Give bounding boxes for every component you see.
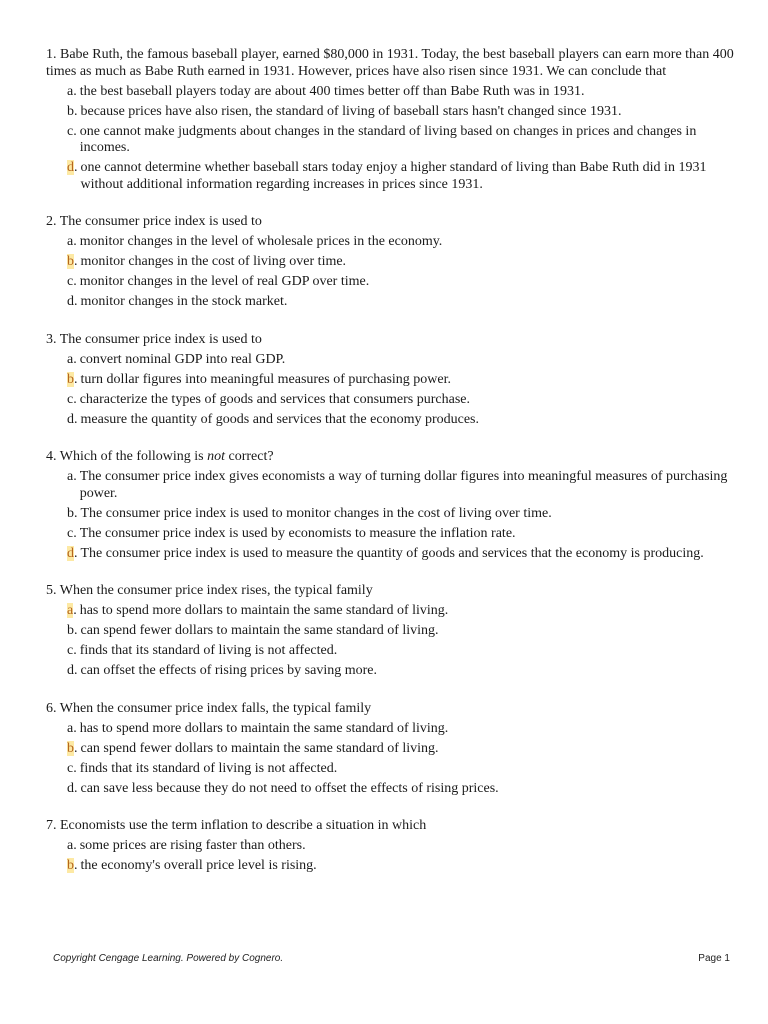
option — [67, 274, 736, 291]
question-stem: 6. When the consumer price index falls, the typical family — [46, 700, 372, 716]
option — [67, 838, 736, 855]
option — [67, 506, 736, 523]
option-letter-text: a — [67, 351, 74, 367]
answer-letter-highlight: b — [67, 371, 74, 387]
option — [67, 84, 736, 101]
option-letter: b. — [67, 740, 78, 756]
option — [67, 526, 736, 543]
option-text: convert nominal GDP into real GDP. — [79, 351, 286, 367]
option — [67, 721, 736, 738]
option-letter: c. — [67, 643, 77, 658]
option — [67, 234, 736, 251]
question-stem: 7. Economists use the term inflation to describe a situation in which — [46, 818, 427, 833]
question — [46, 332, 736, 429]
option-letter-text: d — [67, 780, 74, 796]
option-list — [67, 352, 736, 429]
stem-text: correct? — [225, 449, 274, 464]
question-list — [46, 47, 736, 896]
option-letter-text: c — [67, 760, 74, 776]
answer-option — [67, 858, 736, 875]
option-text: turn dollar figures into meaningful measures of purchasing power. — [80, 371, 452, 387]
question-stem: 5. When the consumer price index rises, the typical family — [46, 583, 373, 598]
answer-letter-highlight: b — [67, 858, 74, 873]
option — [67, 761, 736, 778]
question — [46, 583, 736, 680]
option-text: monitor changes in the level of wholesale prices in the economy. — [79, 234, 443, 249]
option-letter: a. — [67, 83, 77, 99]
answer-letter-highlight: d — [67, 545, 74, 561]
question-stem: 2. The consumer price index is used to — [46, 214, 262, 229]
option-letter: d. — [67, 294, 78, 309]
option-text: measure the quantity of goods and services that the economy produces. — [80, 411, 479, 427]
option-letter-text: c — [67, 391, 74, 407]
answer-option — [67, 160, 736, 193]
answer-option — [67, 372, 736, 389]
copyright-text: Copyright Cengage Learning. Powered by Cognero. — [53, 953, 284, 964]
option-text: has to spend more dollars to maintain the same standard of living. — [79, 603, 449, 618]
option-text: The consumer price index is used to measure the quantity of goods and services that the economy is producing. — [80, 545, 704, 561]
option-text: has to spend more dollars to maintain the same standard of living. — [79, 720, 449, 736]
option — [67, 781, 736, 798]
option-letter-text: b — [67, 623, 74, 638]
option-text: The consumer price index is used to monitor changes in the cost of living over time. — [80, 505, 552, 521]
option-letter: b. — [67, 623, 78, 638]
option-text: some prices are rising faster than others. — [79, 838, 306, 853]
option-letter-text: d — [67, 411, 74, 427]
option-letter: a. — [67, 838, 77, 853]
option-letter-text: a — [67, 469, 74, 484]
question-stem — [46, 449, 736, 466]
option-text: finds that its standard of living is not affected. — [79, 643, 338, 658]
answer-option — [67, 546, 736, 563]
page-footer — [53, 953, 730, 964]
answer-option — [67, 603, 736, 620]
option-letter: d. — [67, 663, 78, 678]
question-stem: 1. Babe Ruth, the famous baseball player, earned $80,000 in 1931. Today, the best baseball players can earn more than 400 times as much as Babe Ruth earned in 1931. However, prices have also risen since 1931. We can conclude that — [46, 47, 734, 79]
option-letter: d. — [67, 545, 78, 561]
option — [67, 412, 736, 429]
option-letter: a. — [67, 603, 77, 618]
option-letter: c. — [67, 391, 77, 407]
option-letter-text: c — [67, 274, 74, 289]
option-text: monitor changes in the level of real GDP over time. — [79, 274, 370, 289]
option-text: monitor changes in the stock market. — [80, 294, 288, 309]
option-letter: c. — [67, 123, 77, 139]
option-letter: b. — [67, 505, 78, 521]
option-letter-text: d — [67, 294, 74, 309]
option-text: can spend fewer dollars to maintain the same standard of living. — [80, 623, 439, 638]
question — [46, 701, 736, 798]
option-text: The consumer price index is used by economists to measure the inflation rate. — [79, 525, 516, 541]
option-text: because prices have also risen, the standard of living of baseball stars hasn't changed since 1931. — [80, 103, 622, 119]
option — [67, 663, 736, 680]
option-letter: c. — [67, 760, 77, 776]
option-text: one cannot make judgments about changes in the standard of living based on changes in prices and changes in incomes. — [79, 123, 697, 155]
stem-text: 4. Which of the following is — [46, 449, 208, 464]
question-stem: 3. The consumer price index is used to — [46, 331, 262, 347]
option-text: can offset the effects of rising prices by saving more. — [80, 663, 378, 678]
option — [67, 392, 736, 409]
answer-letter-highlight: d — [67, 160, 74, 175]
answer-letter-highlight: b — [67, 740, 74, 756]
option-text: can spend fewer dollars to maintain the same standard of living. — [80, 740, 439, 756]
option-text: monitor changes in the cost of living over time. — [80, 254, 347, 269]
option-letter: a. — [67, 469, 77, 484]
option-text: characterize the types of goods and services that consumers purchase. — [79, 391, 471, 407]
option-list — [67, 84, 736, 194]
option-letter: a. — [67, 720, 77, 736]
option-letter: a. — [67, 234, 77, 249]
option-letter-text: a — [67, 838, 74, 853]
page-number: Page 1 — [698, 953, 730, 964]
option-letter: d. — [67, 411, 78, 427]
option-letter-text: d — [67, 663, 74, 678]
option-letter-text: a — [67, 234, 74, 249]
option-letter-text: c — [67, 123, 74, 139]
answer-letter-highlight: a — [67, 603, 74, 618]
option-list — [67, 469, 736, 562]
answer-option — [67, 741, 736, 758]
option-letter-text: a — [67, 720, 74, 736]
option-letter: d. — [67, 160, 78, 175]
option-letter: c. — [67, 525, 77, 541]
option-text: the best baseball players today are about 400 times better off than Babe Ruth was in 1931. — [79, 83, 585, 99]
option-text: the economy's overall price level is rising. — [80, 858, 317, 873]
option-text: can save less because they do not need to offset the effects of rising prices. — [80, 780, 499, 796]
option-text: one cannot determine whether baseball stars today enjoy a higher standard of living than Babe Ruth did in 1931 without additional information regarding increases in prices since 1931. — [80, 160, 707, 192]
option-list — [67, 234, 736, 311]
option — [67, 469, 736, 502]
option-list — [67, 603, 736, 680]
answer-letter-highlight: b — [67, 254, 74, 269]
option — [67, 623, 736, 640]
option-text: finds that its standard of living is not affected. — [79, 760, 338, 776]
option-letter: b. — [67, 103, 78, 119]
option-letter-text: c — [67, 525, 74, 541]
option-letter: b. — [67, 254, 78, 269]
option-letter: c. — [67, 274, 77, 289]
option-letter-text: a — [67, 83, 74, 99]
option-letter: b. — [67, 858, 78, 873]
option-letter-text: b — [67, 505, 74, 521]
option — [67, 124, 736, 157]
stem-emphasis: not — [207, 449, 225, 464]
option-text: The consumer price index gives economists a way of turning dollar figures into meaningful measures of purchasing power. — [79, 469, 728, 501]
option-letter-text: c — [67, 643, 74, 658]
option-list — [67, 838, 736, 875]
option-list — [67, 721, 736, 798]
option-letter: d. — [67, 780, 78, 796]
option — [67, 643, 736, 660]
question — [46, 47, 736, 193]
option-letter-text: b — [67, 103, 74, 119]
option-letter: a. — [67, 351, 77, 367]
question — [46, 818, 736, 875]
option-letter: b. — [67, 371, 78, 387]
option — [67, 294, 736, 311]
answer-option — [67, 254, 736, 271]
question — [46, 449, 736, 562]
question — [46, 214, 736, 311]
option — [67, 352, 736, 369]
option — [67, 104, 736, 121]
